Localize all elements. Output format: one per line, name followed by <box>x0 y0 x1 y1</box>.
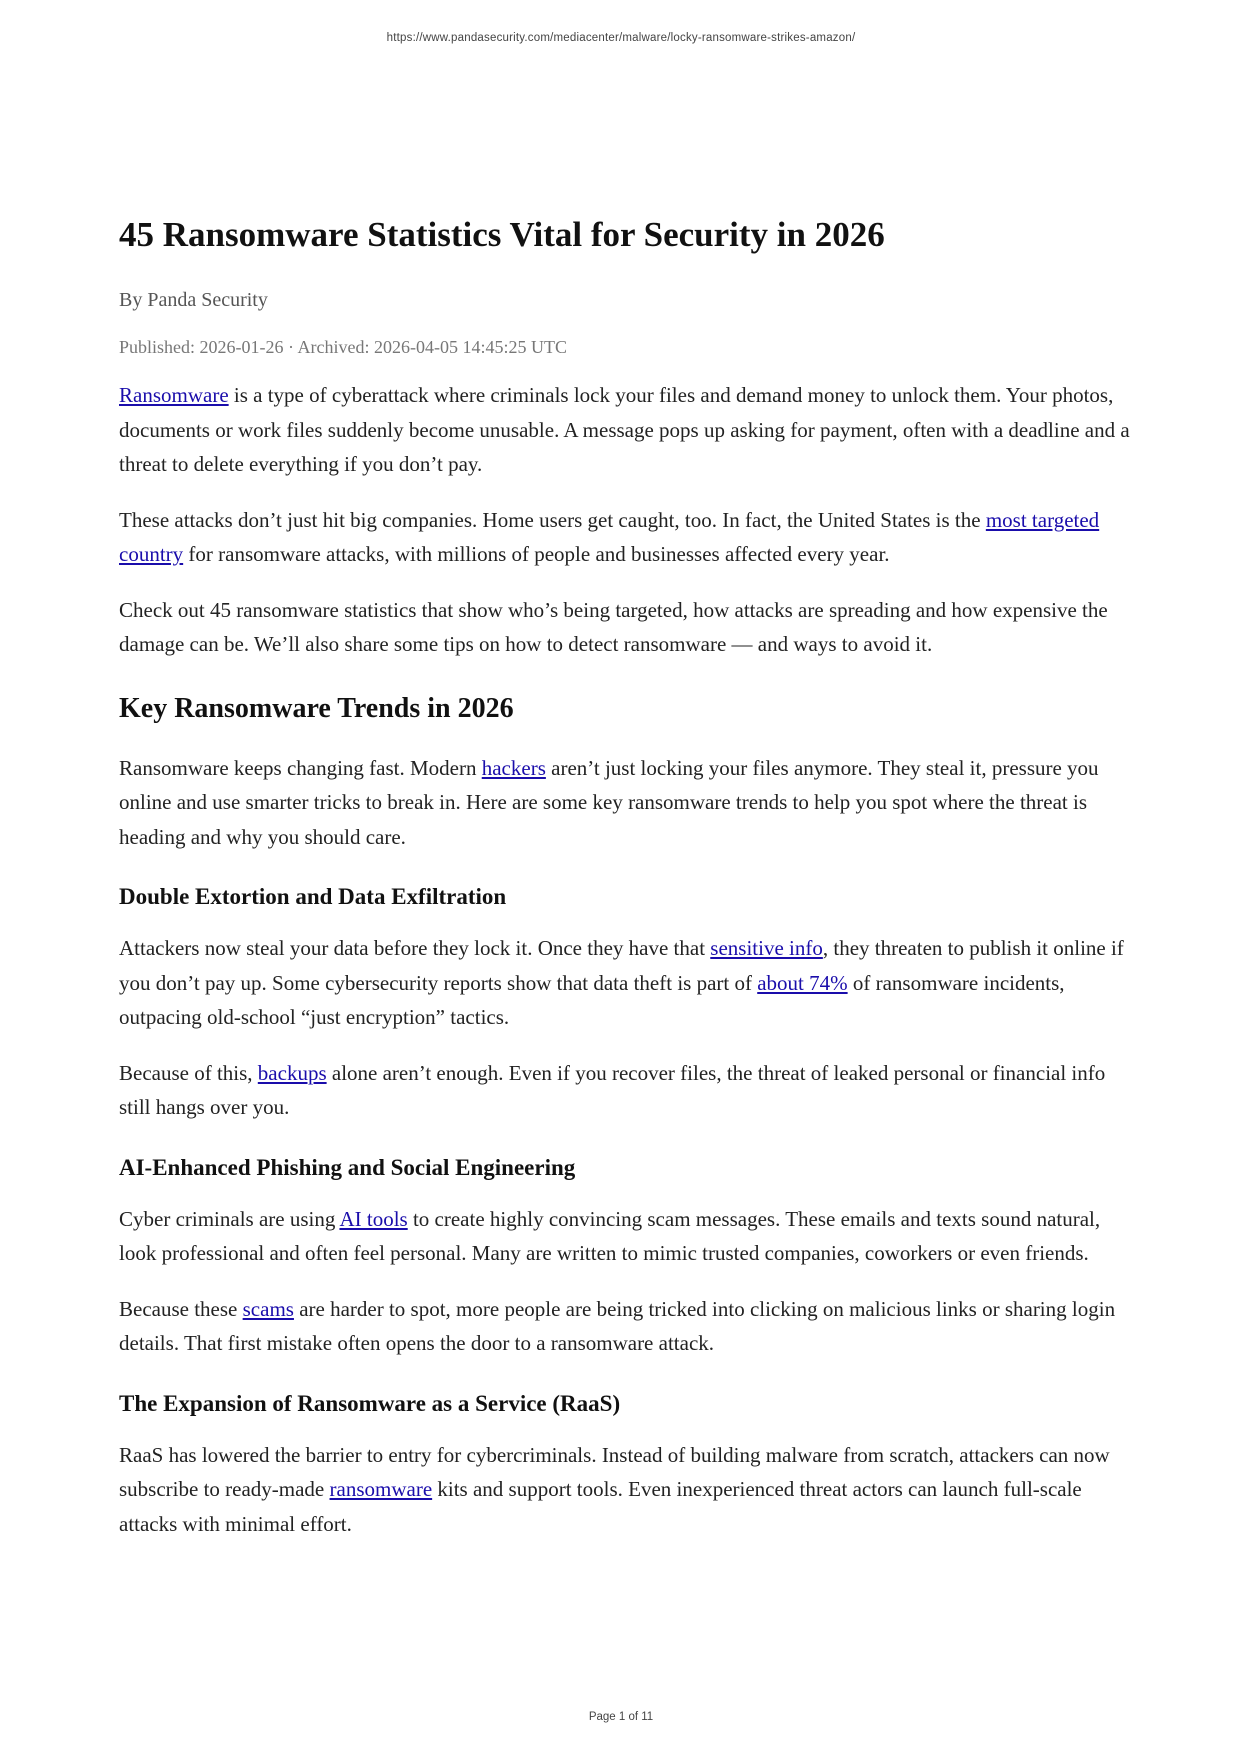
double-extortion-p1-before: Attackers now steal your data before they lock it. Once they have that <box>119 936 711 960</box>
ai-phishing-paragraph-1 <box>119 1202 1131 1271</box>
trends-paragraph-1-before: Ransomware keeps changing fast. Modern <box>119 755 482 780</box>
ai-phishing-p1-after: to create highly convincing scam messages. These emails and texts sound natural, look professional and often feel personal. Many are written to mimic trusted companies, coworkers or even friends. <box>119 1206 1101 1265</box>
raas-paragraph-1 <box>119 1438 1131 1542</box>
intro-paragraph-3: Check out 45 ransomware statistics that show who’s being targeted, how attacks are spreading and how expensive the damage can be. We’ll also share some tips on how to detect ransomware — and ways to avoid it. <box>119 597 1108 656</box>
article-meta: Published: 2026-01-26 · Archived: 2026-04-05 14:45:25 UTC <box>119 337 567 357</box>
ai-phishing-p1-before: Cyber criminals are using <box>119 1206 340 1231</box>
ai-tools-link[interactable]: AI tools <box>339 1206 408 1231</box>
intro-paragraph-2-before: These attacks don’t just hit big companies. Home users get caught, too. In fact, the United States is the <box>119 507 986 532</box>
raas-p1-after: kits and support tools. Even inexperienced threat actors can launch full-scale attacks with minimal effort. <box>119 1477 1082 1536</box>
subheading-raas: The Expansion of Ransomware as a Service (RaaS) <box>119 1390 621 1416</box>
scams-link[interactable]: scams <box>242 1296 294 1321</box>
intro-paragraph-2-after: for ransomware attacks, with millions of people and businesses affected every year. <box>183 542 890 566</box>
double-extortion-paragraph-1 <box>119 931 1131 1035</box>
page-number: Page 1 of 11 <box>588 1711 654 1723</box>
raas-p1-before: RaaS has lowered the barrier to entry for cybercriminals. Instead of building malware from scratch, attackers can now subscribe to ready-made <box>119 1442 1110 1501</box>
double-extortion-p1-after: of ransomware incidents, outpacing old-school “just encryption” tactics. <box>119 970 1065 1029</box>
ai-phishing-p2-after: are harder to spot, more people are being tricked into clicking on malicious links or sharing login details. That first mistake often opens the door to a ransomware attack. <box>119 1296 1116 1355</box>
subheading-ai-phishing: AI-Enhanced Phishing and Social Engineering <box>119 1154 576 1180</box>
intro-paragraph-1-text: is a type of cyberattack where criminals lock your files and demand money to unlock them. Your photos, documents or work files suddenly become unusable. A message pops up asking for payment, often with a deadline and a threat to delete everything if you don’t pay. <box>119 383 1130 476</box>
double-extortion-p2-before: Because of this, <box>119 1060 258 1085</box>
double-extortion-paragraph-2 <box>119 1056 1131 1125</box>
ai-phishing-p2-before: Because these <box>119 1296 243 1321</box>
ransomware-link[interactable]: Ransomware <box>119 383 229 407</box>
article <box>119 212 1131 1562</box>
sensitive-info-link[interactable]: sensitive info <box>710 936 823 960</box>
double-extortion-p2-after: alone aren’t enough. Even if you recover files, the threat of leaked personal or financial info still hangs over you. <box>119 1060 1106 1119</box>
ai-phishing-paragraph-2 <box>119 1292 1131 1361</box>
ransomware-kits-link[interactable]: ransomware <box>329 1477 433 1501</box>
section-heading-trends: Key Ransomware Trends in 2026 <box>119 692 514 724</box>
double-extortion-p1-middle: , they threaten to publish it online if you don’t pay up. Some cybersecurity reports show that data theft is part of <box>119 936 1124 995</box>
intro-paragraph-1 <box>119 378 1131 482</box>
about-74-percent-link[interactable]: about 74% <box>757 970 848 995</box>
subheading-double-extortion: Double Extortion and Data Exfiltration <box>119 884 507 909</box>
intro-paragraph-2 <box>119 503 1131 572</box>
trends-paragraph-1 <box>119 751 1131 855</box>
hackers-link[interactable]: hackers <box>481 755 546 780</box>
article-title: 45 Ransomware Statistics Vital for Security in 2026 <box>119 215 885 254</box>
article-byline: By Panda Security <box>119 289 268 311</box>
most-targeted-country-link[interactable]: most targeted country <box>119 507 1100 566</box>
backups-link[interactable]: backups <box>257 1060 327 1085</box>
trends-paragraph-1-after: aren’t just locking your files anymore. They steal it, pressure you online and use smarter tricks to break in. Here are some key ransomware trends to help you spot where the threat is heading and why you should care. <box>119 755 1099 849</box>
page-url-header: https://www.pandasecurity.com/mediacenter/malware/locky-ransomware-strikes-amazon/ <box>386 32 856 44</box>
